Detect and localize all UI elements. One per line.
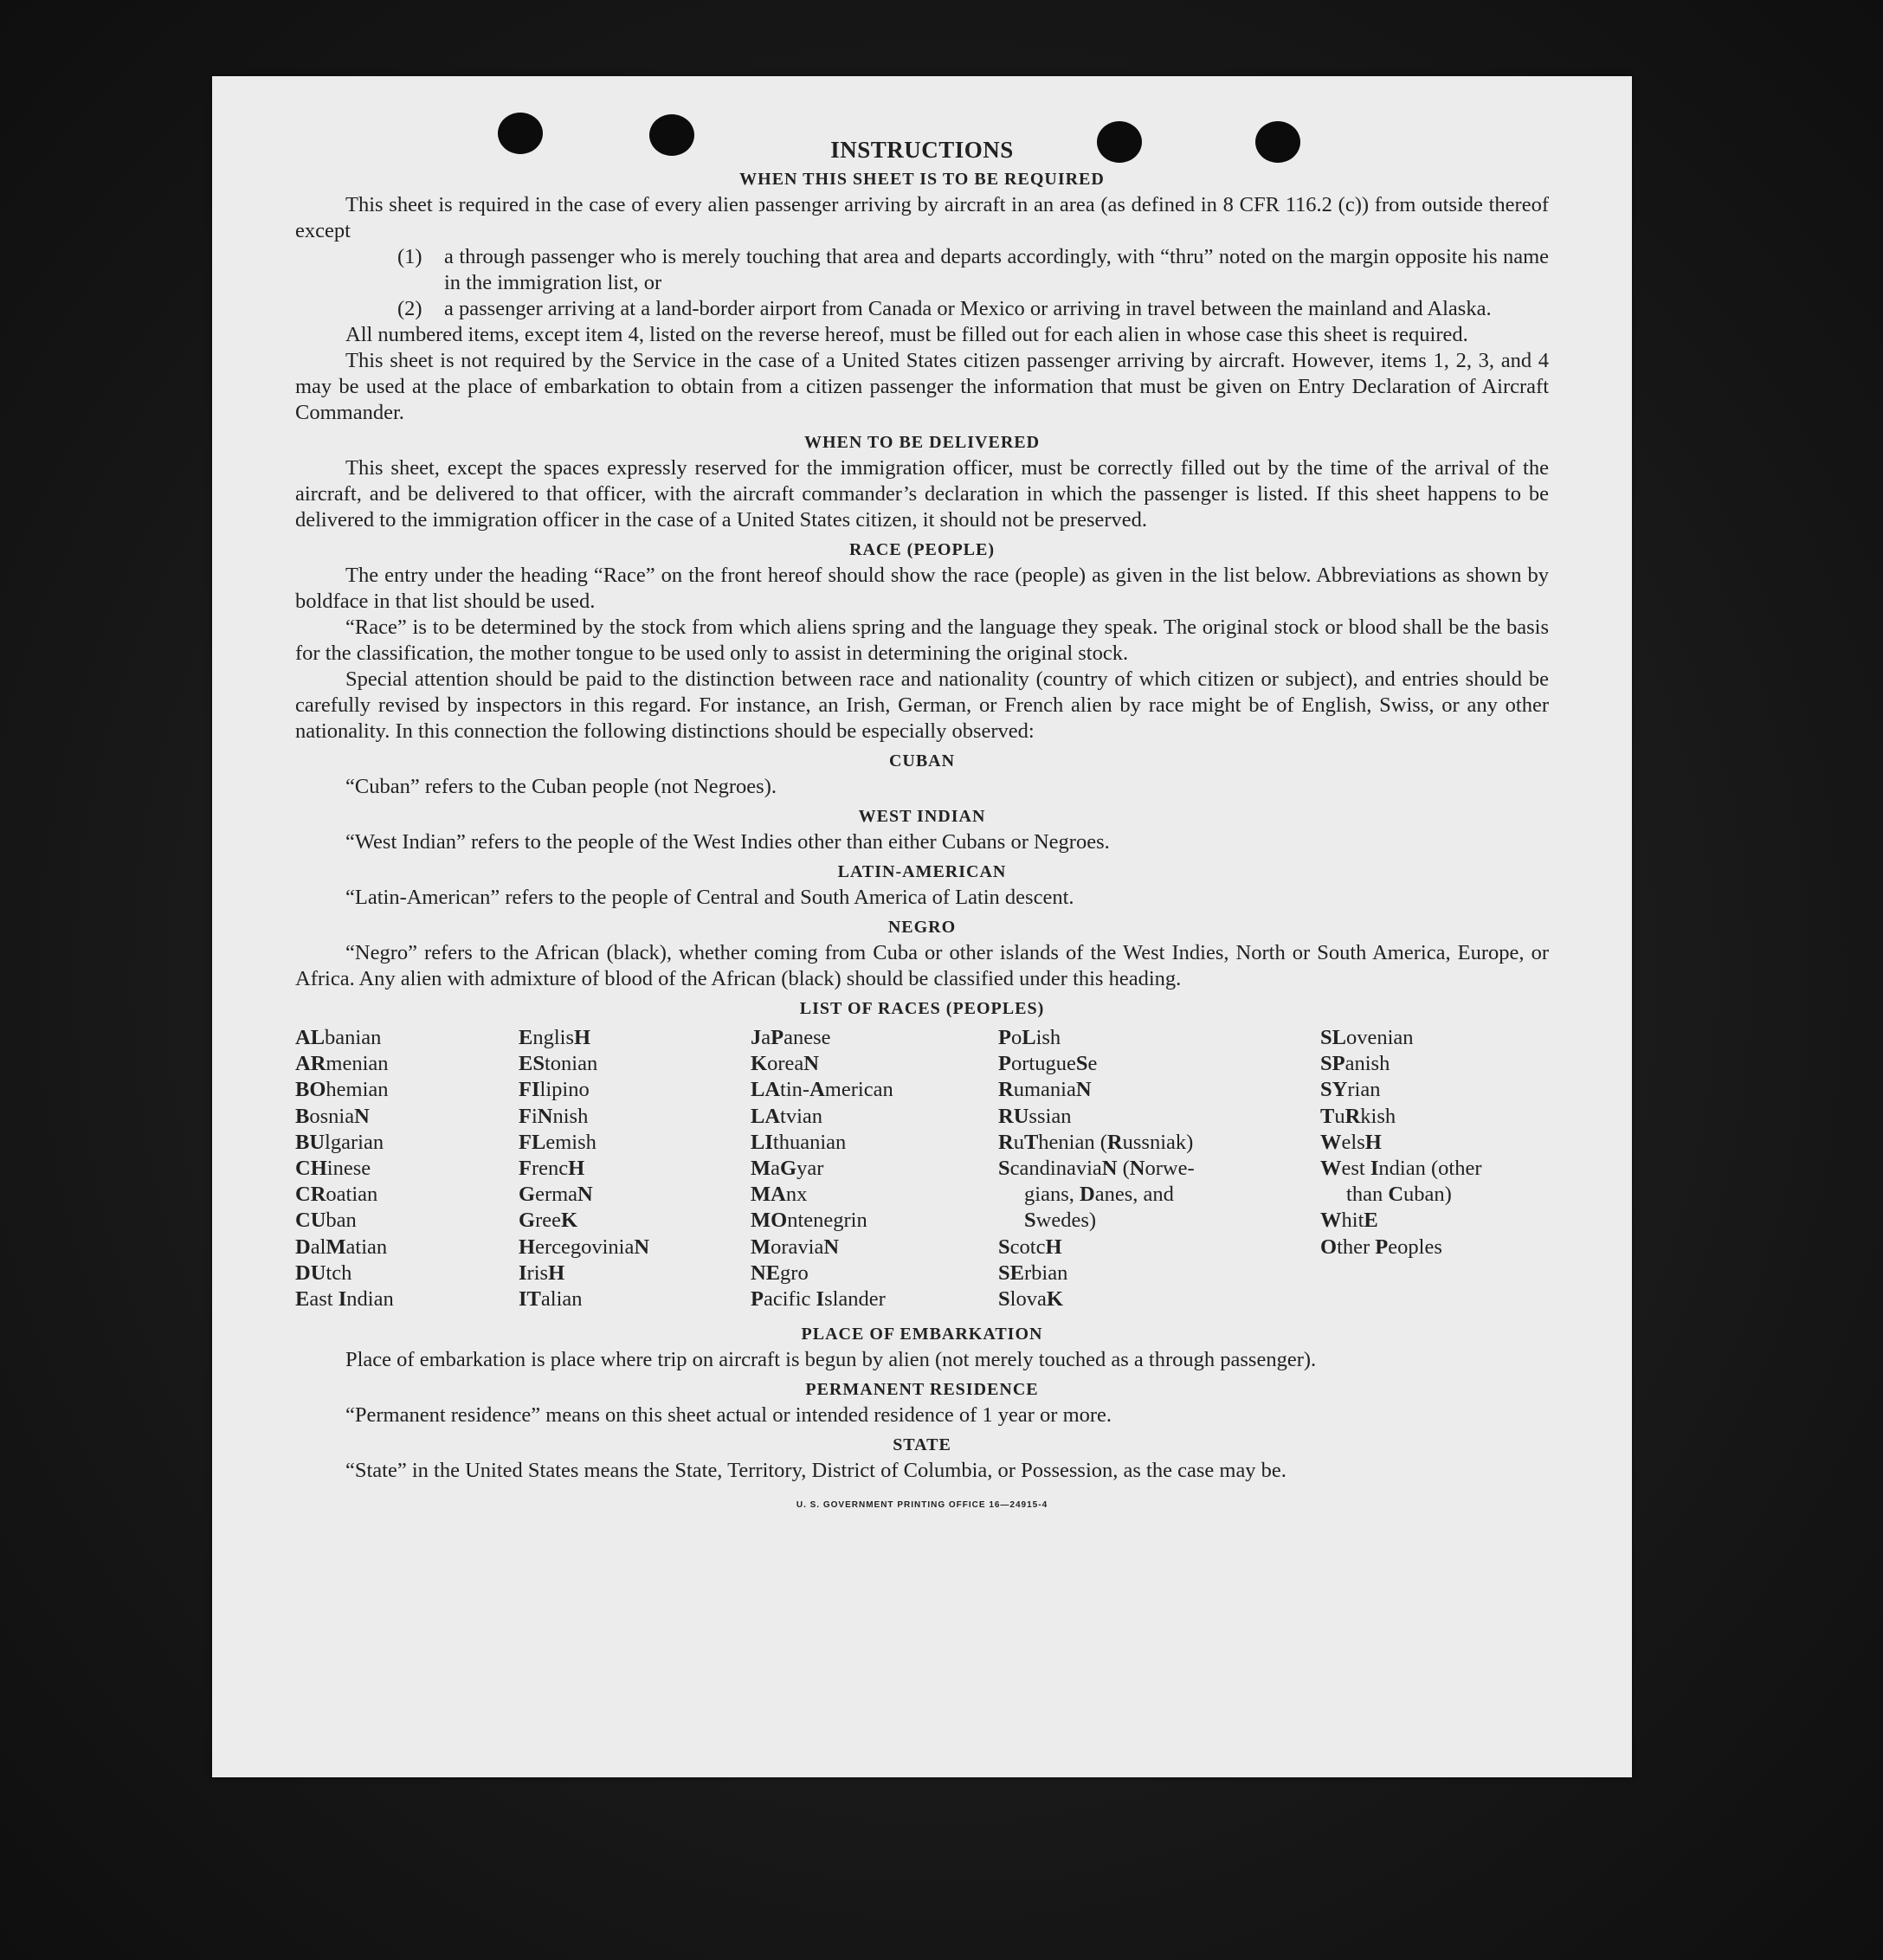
race-item: SLovenian xyxy=(1320,1026,1414,1049)
race-item: NEgro xyxy=(751,1260,809,1285)
paragraph: “Permanent residence” means on this sheet actual or intended residence of 1 year or more. xyxy=(345,1403,1112,1428)
section-heading-permanent-residence: PERMANENT RESIDENCE xyxy=(805,1380,1039,1400)
race-item: BOhemian xyxy=(295,1078,389,1102)
section-heading-when-delivered: WHEN TO BE DELIVERED xyxy=(803,433,1041,452)
race-item: RuThenian (Russniak) xyxy=(998,1130,1194,1154)
race-item: LAtvian xyxy=(751,1104,823,1128)
race-item: MAnx xyxy=(751,1183,808,1207)
race-item: DalMatian xyxy=(295,1235,388,1259)
race-item: Other Peoples xyxy=(1320,1235,1442,1259)
race-item: GreeK xyxy=(519,1209,578,1233)
race-item: ALbanian xyxy=(295,1026,382,1049)
paragraph: “West Indian” refers to the people of the West Indies other than either Cubans or Negroes. xyxy=(345,830,1110,854)
race-item: EStonian xyxy=(519,1052,598,1076)
paragraph: Place of embarkation is place where trip on aircraft is begun by alien (not merely touched as a through passenger). xyxy=(345,1348,1317,1372)
exception-text: a through passenger who is merely touching that area and departs accordingly, with “thru” noted on the margin opposite his name in the immigration list, or xyxy=(444,245,1549,294)
race-item: West Indian (other xyxy=(1320,1157,1482,1181)
race-column xyxy=(998,1025,1320,1312)
race-item: WhitE xyxy=(1320,1209,1378,1233)
race-item: FiNnish xyxy=(519,1104,589,1128)
race-column xyxy=(519,1025,751,1312)
race-item: RUssian xyxy=(998,1104,1072,1128)
race-item-continued: gians, Danes, and xyxy=(1024,1183,1174,1207)
race-item: PoLish xyxy=(998,1026,1061,1049)
instructions-content xyxy=(295,137,1549,1518)
race-item: IrisH xyxy=(519,1260,565,1285)
race-item: RumaniaN xyxy=(998,1078,1092,1102)
race-item: MOntenegrin xyxy=(751,1209,867,1233)
race-item: FLemish xyxy=(519,1130,596,1154)
race-item: GermaN xyxy=(519,1183,593,1207)
race-item: ScotcH xyxy=(998,1235,1062,1259)
race-item: SlovaK xyxy=(998,1287,1063,1312)
paragraph: “Race” is to be determined by the stock from which aliens spring and the language they speak. The original stock or blood shall be the basis for the classification, the mother tongue to be used only to assist in determining the original stock. xyxy=(295,616,1549,665)
section-heading-latin-american: LATIN-AMERICAN xyxy=(837,862,1007,881)
race-item: Pacific Islander xyxy=(751,1287,886,1312)
race-item: LIthuanian xyxy=(751,1130,847,1154)
paragraph: “Latin-American” refers to the people of Central and South America of Latin descent. xyxy=(345,886,1074,909)
paragraph: This sheet, except the spaces expressly reserved for the immigration officer, must be correctly filled out by the time of the arrival of the aircraft, and be delivered to that officer, with the aircraft commander’s declaration in which the passenger is listed. If this sheet happens to be delivered to the immigration officer in the case of a United States citizen, it should not be preserved. xyxy=(295,456,1549,532)
race-item: FrencH xyxy=(519,1157,585,1181)
paragraph: All numbered items, except item 4, listed on the reverse hereof, must be filled out for each alien in whose case this sheet is required. xyxy=(345,323,1468,346)
race-item: SPanish xyxy=(1320,1052,1390,1076)
race-item: PortugueSe xyxy=(998,1052,1098,1076)
exception-text: a passenger arriving at a land-border airport from Canada or Mexico or arriving in travel between the mainland and Alaska. xyxy=(444,297,1492,320)
race-item: CHinese xyxy=(295,1157,371,1181)
section-heading-negro: NEGRO xyxy=(887,918,957,937)
race-item: FIlipino xyxy=(519,1078,590,1102)
race-item: KoreaN xyxy=(751,1052,819,1076)
race-item: WelsH xyxy=(1320,1130,1382,1154)
paragraph: “State” in the United States means the State, Territory, District of Columbia, or Possession, as the case may be. xyxy=(345,1459,1287,1483)
race-item-continued: than Cuban) xyxy=(1346,1183,1452,1207)
race-item-continued: Swedes) xyxy=(1024,1209,1097,1233)
race-item: ARmenian xyxy=(295,1052,389,1076)
race-item: MaGyar xyxy=(751,1157,824,1181)
race-item: MoraviaN xyxy=(751,1235,840,1259)
paragraph: The entry under the heading “Race” on the front hereof should show the race (people) as given in the list below. Abbreviations as shown by boldface in that list should be used. xyxy=(295,564,1549,613)
race-item: TuRkish xyxy=(1320,1104,1396,1128)
race-item: CRoatian xyxy=(295,1183,378,1207)
exception-number: (1) xyxy=(397,245,422,268)
document-sheet xyxy=(212,76,1632,1777)
race-item: SYrian xyxy=(1320,1078,1381,1102)
section-heading-cuban: CUBAN xyxy=(888,751,956,770)
race-item: EnglisH xyxy=(519,1026,591,1049)
race-item: SErbian xyxy=(998,1260,1068,1285)
exception-item xyxy=(397,244,1549,296)
section-heading-race: RACE (PEOPLE) xyxy=(849,540,995,559)
race-item: CUban xyxy=(295,1209,357,1233)
race-column xyxy=(751,1025,998,1312)
paragraph: Special attention should be paid to the distinction between race and nationality (country of which citizen or subject), and entries should be carefully revised by inspectors in this regard. For instance, an Irish, German, or French alien by race might be of English, Swiss, or any other nationality. In this connection the following distinctions should be especially observed: xyxy=(295,667,1549,743)
section-heading-list-of-races: LIST OF RACES (PEOPLES) xyxy=(799,999,1045,1018)
race-item: JaPanese xyxy=(751,1026,831,1049)
page-title: INSTRUCTIONS xyxy=(830,137,1014,163)
race-item: BUlgarian xyxy=(295,1130,384,1154)
race-list xyxy=(295,1025,1549,1312)
section-heading-west-indian: WEST INDIAN xyxy=(858,807,986,826)
exception-number: (2) xyxy=(397,297,422,320)
section-heading-state: STATE xyxy=(893,1435,951,1455)
race-column xyxy=(1320,1025,1549,1312)
paragraph: This sheet is not required by the Service in the case of a United States citizen passenger arriving by aircraft. However, items 1, 2, 3, and 4 may be used at the place of embarkation to obtain from a citizen passenger the information that must be given on Entry Declaration of Aircraft Commander. xyxy=(295,349,1549,424)
race-item: HercegoviniaN xyxy=(519,1235,650,1259)
race-item: ScandinaviaN (Norwe- xyxy=(998,1157,1195,1181)
section-heading-embarkation: PLACE OF EMBARKATION xyxy=(801,1325,1043,1344)
paragraph: This sheet is required in the case of every alien passenger arriving by aircraft in an area (as defined in 8 CFR 116.2 (c)) from outside thereof except xyxy=(295,193,1549,242)
race-item: BosniaN xyxy=(295,1104,370,1128)
paragraph: “Cuban” refers to the Cuban people (not Negroes). xyxy=(345,775,777,798)
race-item: ITalian xyxy=(519,1287,583,1312)
race-item: DUtch xyxy=(295,1260,352,1285)
race-column xyxy=(295,1025,519,1312)
race-item: East Indian xyxy=(295,1287,394,1312)
race-item: LAtin-American xyxy=(751,1078,893,1102)
paragraph: “Negro” refers to the African (black), whether coming from Cuba or other islands of the West Indies, North or South America, Europe, or Africa. Any alien with admixture of blood of the African (black) should be classified under this heading. xyxy=(295,941,1549,990)
section-heading-when-required: WHEN THIS SHEET IS TO BE REQUIRED xyxy=(739,170,1105,189)
exception-item xyxy=(397,296,1549,322)
printing-office-imprint: U. S. GOVERNMENT PRINTING OFFICE 16—24915-4 xyxy=(796,1500,1048,1511)
